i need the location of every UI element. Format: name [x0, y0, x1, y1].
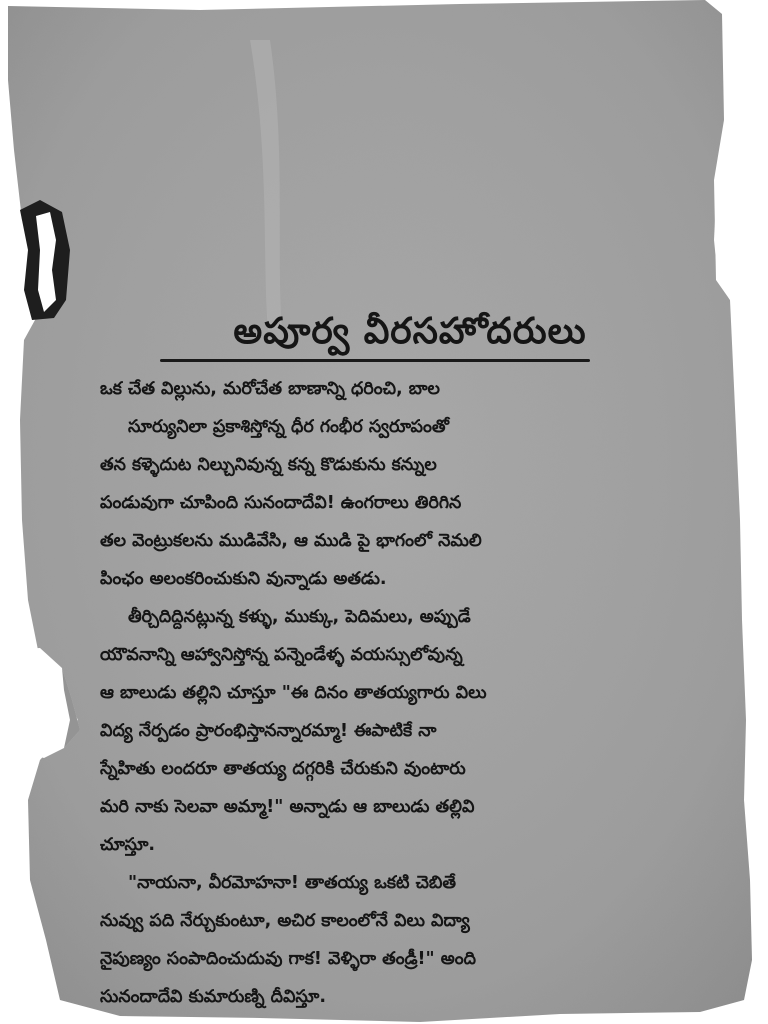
text-line: తన కళ్ళెదుట నిల్చునివున్న కన్న కొడుకును కన్నుల: [100, 455, 437, 476]
title-underline: [160, 359, 590, 362]
text-line: నైపుణ్యం సంపాదించుదువు గాక! వెళ్ళిరా తండ్రీ!" అంది: [100, 949, 476, 970]
text-line: తీర్చిదిద్దినట్లున్న కళ్ళు, ముక్కు, పెదిమలు, అప్పుడే: [128, 607, 471, 628]
text-line: నువ్వు పది నేర్చుకుంటూ, అచిర కాలంలోనే విలు విద్యా: [100, 911, 470, 932]
text-line: ఒక చేత విల్లును, మరోచేత బాణాన్ని ధరించి, బాల: [100, 379, 440, 400]
text-block: [100, 300, 680, 1016]
text-line: పింఛం అలంకరించుకుని వున్నాడు అతడు.: [100, 569, 387, 590]
text-line: పండువుగా చూపింది సునందాదేవి! ఉంగరాలు తిరిగిన: [100, 493, 462, 514]
text-line: ఆ బాలుడు తల్లిని చూస్తూ "ఈ దినం తాతయ్యగారు విలు: [100, 683, 487, 704]
text-line: స్నేహితు లందరూ తాతయ్య దగ్గరికి చేరుకుని వుంటారు: [100, 759, 466, 780]
text-line: తల వెంట్రుకలను ముడివేసి, ఆ ముడి పై భాగంలో నెమలి: [100, 531, 482, 552]
text-line: చూస్తూ.: [100, 835, 156, 856]
paragraph-1: [100, 370, 680, 598]
paragraph-3: [100, 864, 680, 1016]
text-line: విద్య నేర్పడం ప్రారంభిస్తానన్నారమ్మా! ఈపాటికే నా: [100, 721, 437, 742]
text-line: సునందాదేవి కుమారుణ్ని దీవిస్తూ.: [100, 987, 327, 1008]
page-title: అపూర్వ వీరసహోదరులు: [233, 311, 587, 352]
text-line: మరి నాకు సెలవా అమ్మా!" అన్నాడు ఆ బాలుడు తల్లివి: [100, 797, 475, 818]
text-line: సూర్యునిలా ప్రకాశిస్తోన్న ధీర గంభీర స్వరూపంతో: [128, 417, 449, 438]
paragraph-2: [100, 598, 680, 864]
text-line: "నాయనా, వీరమోహనా! తాతయ్య ఒకటి చెబితే: [128, 873, 457, 894]
text-line: యౌవనాన్ని ఆహ్వానిస్తోన్న పన్నెండేళ్ళ వయస్సులోవున్న: [100, 645, 463, 666]
